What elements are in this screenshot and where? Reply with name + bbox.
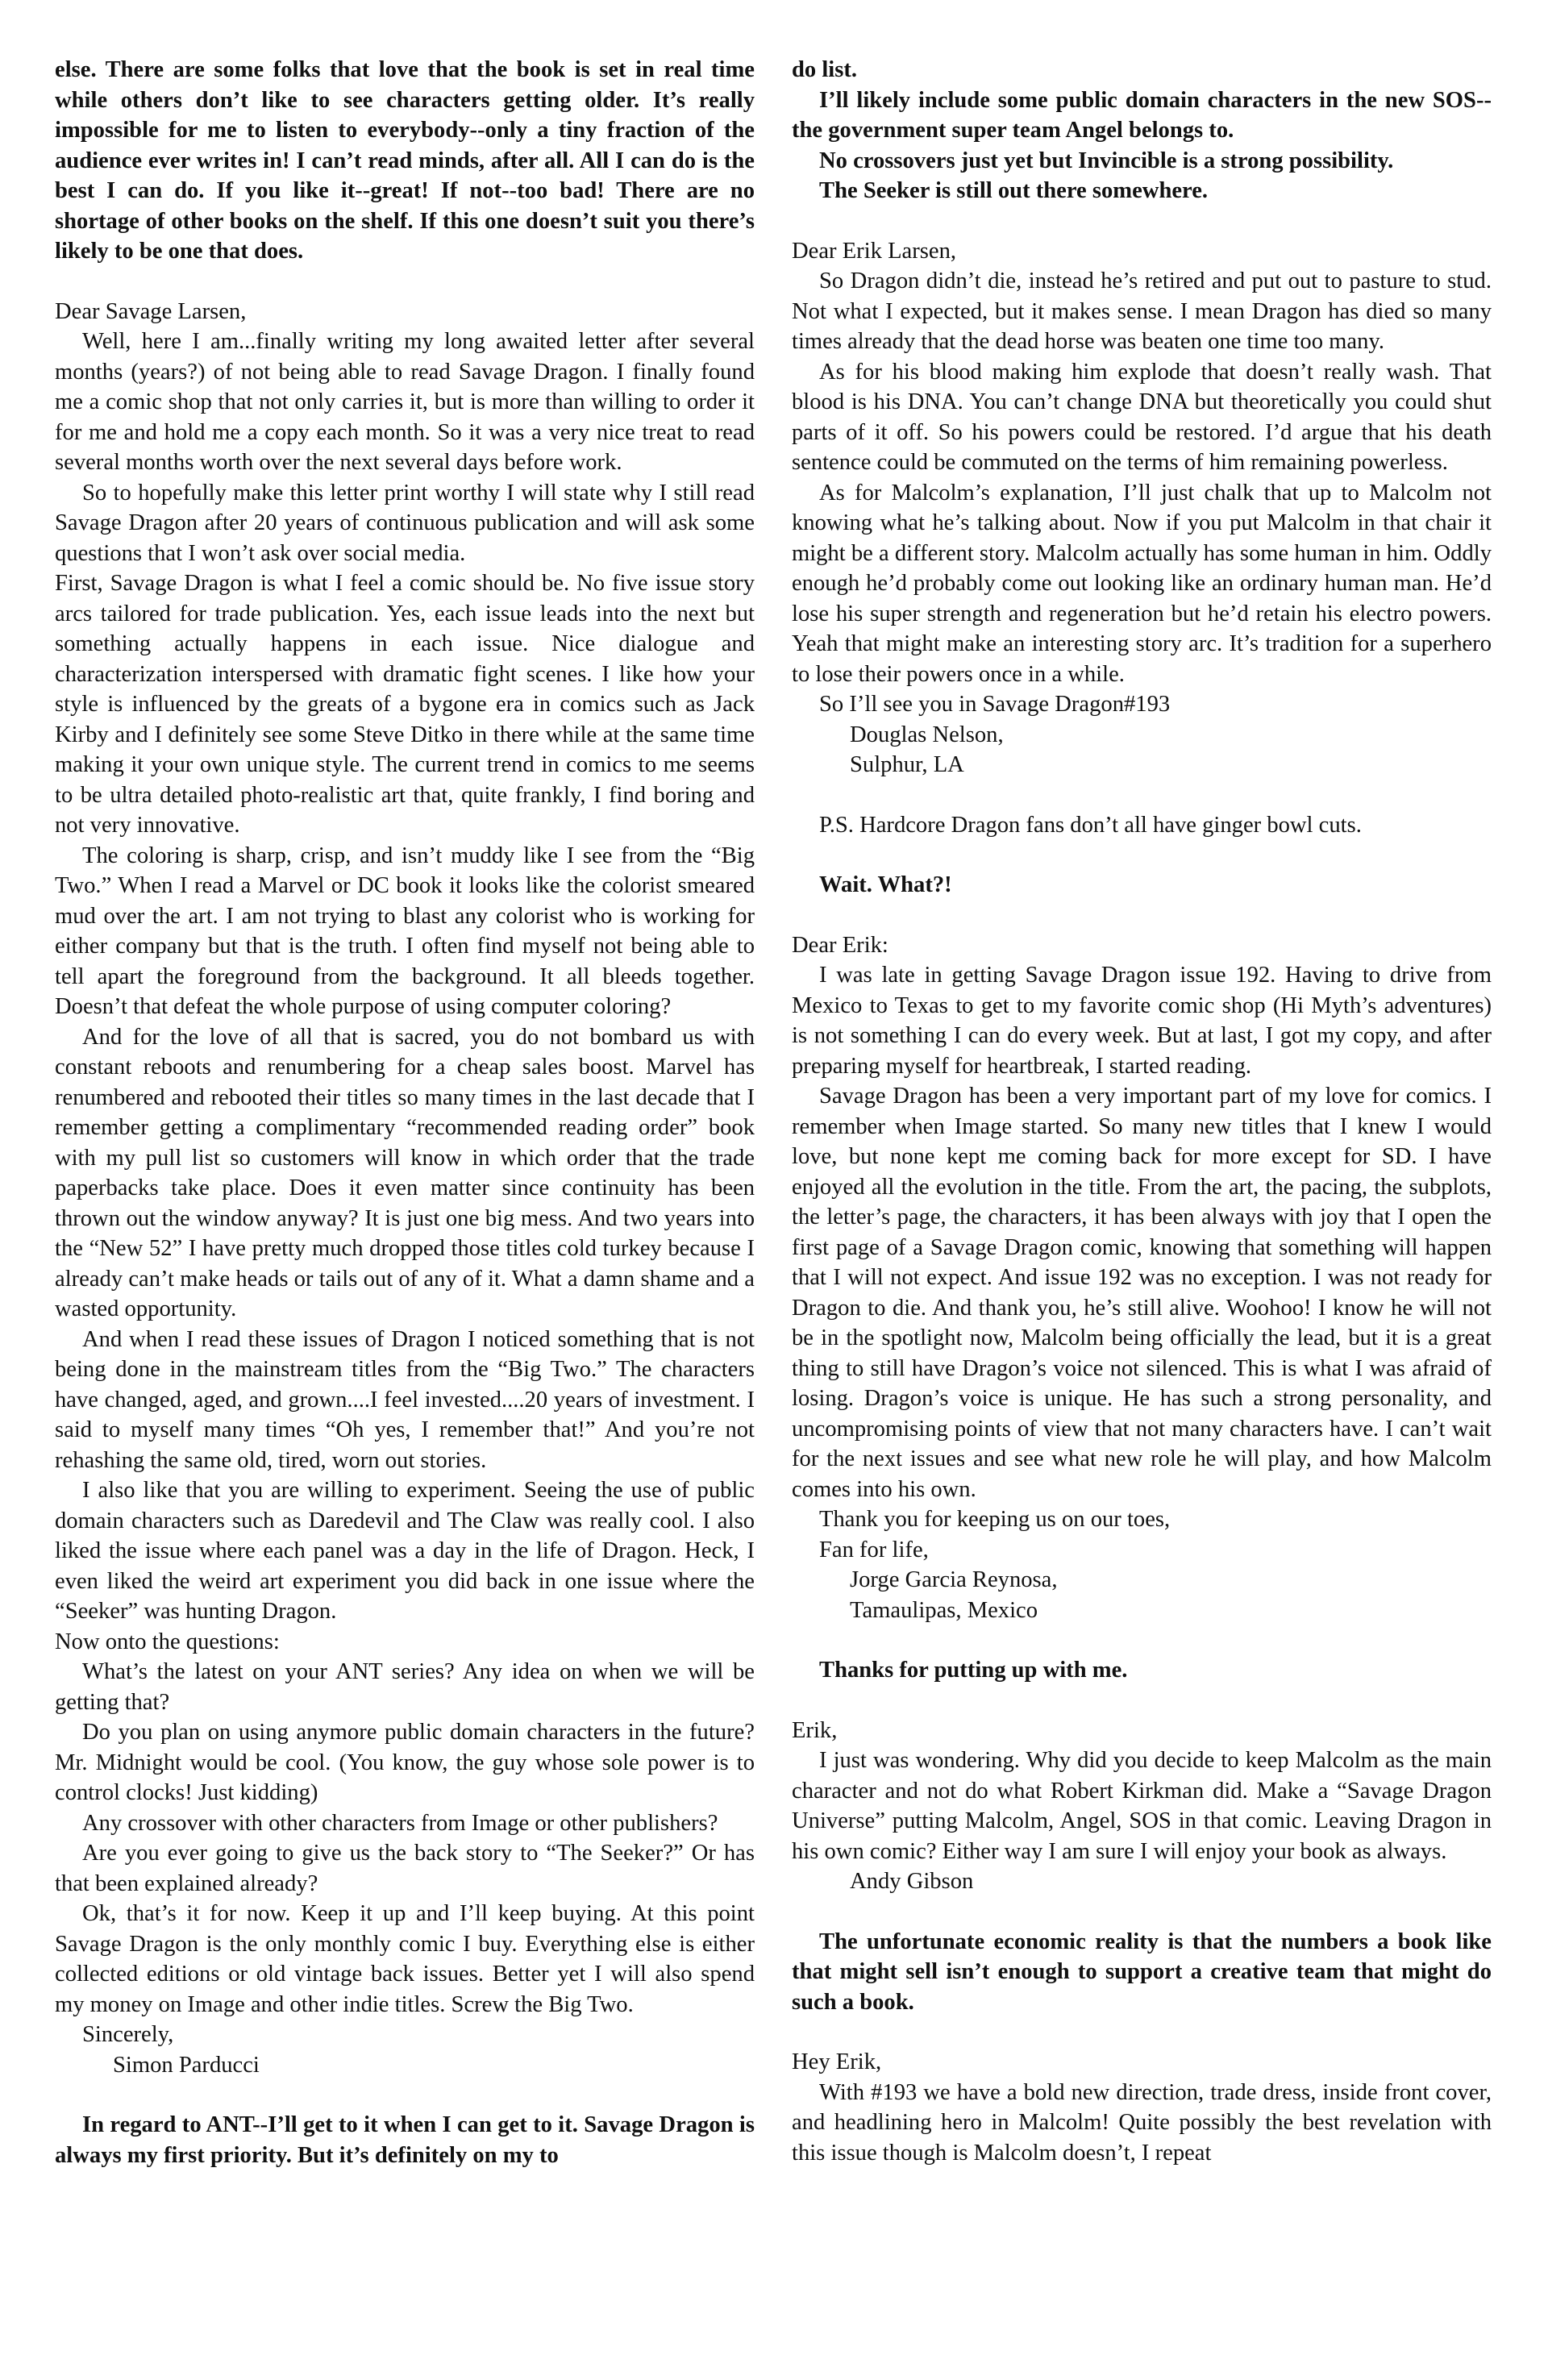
right-column [792,55,1492,2348]
letter-paragraph: So Dragon didn’t die, instead he’s retired and put out to pasture to stud. Not what I expected, but it makes sense. I mean Dragon has died so many times already that the dead horse was beaten one time too many. [792,268,1492,354]
letter-paragraph: I just was wondering. Why did you decide to keep Malcolm as the main character and not do what Robert Kirkman did. Make a “Savage Dragon Universe” putting Malcolm, Angel, SOS in that comic. Leaving Dragon in his own comic? Either way I am sure I will enjoy your book as always. [792,1748,1492,1864]
letter-paragraph: With #193 we have a bold new direction, trade dress, inside front cover, and headlining hero in Malcolm! Quite possibly the best revelation with this issue though is Malcolm doesn’t, I repeat [792,2079,1492,2166]
letter-question: Any crossover with other characters from Image or other publishers? [82,1810,718,1836]
letter-paragraph: I was late in getting Savage Dragon issue 192. Having to drive from Mexico to Texas to get to my favorite comic shop (Hi Myth’s adventures) is not something I can do every week. But at last, I got my copy, and after preparing myself for heartbreak, I started reading. [792,963,1492,1079]
editor-reply: Wait. What?! [819,872,952,897]
spacer [792,1897,1492,1927]
letter-paragraph: As for Malcolm’s explanation, I’ll just chalk that up to Malcolm not knowing what he’s talking about. Now if you put Malcolm in that chair it might be a different story. Malcolm actually has some human in him. Oddly enough he’d probably come out looking like an ordinary human man. He’d lose his super strength and regeneration but he’d retain his electro powers. Yeah that might make an interesting story arc. It’s tradition for a superhero to lose their powers once in a while. [792,480,1492,687]
letter-question: What’s the latest on your ANT series? Any idea on when we will be getting that? [55,1659,755,1715]
letter-signature: Andy Gibson [850,1869,974,1894]
spacer [792,901,1492,930]
spacer [792,1686,1492,1716]
letter-paragraph: The coloring is sharp, crisp, and isn’t muddy like I see from the “Big Two.” When I read a Marvel or DC book it looks like the colorist smeared mud over the art. I am not trying to blast any colorist who is working for either company but that is the truth. I often find myself not being able to tell apart the foreground from the background. It all bleeds together. Doesn’t that defeat the whole purpose of using computer coloring? [55,843,755,1019]
letter-question: Do you plan on using anymore public domain characters in the future? Mr. Midnight would be cool. (You know, the guy whose sole power is to control clocks! Just kidding) [55,1720,755,1805]
letter-location: Sulphur, LA [850,752,964,777]
editor-reply: In regard to ANT--I’ll get to it when I can get to it. Savage Dragon is always my first priority. But it’s definitely on my to [55,2112,755,2168]
letter-closing: Thank you for keeping us on our toes, [819,1507,1171,1532]
spacer [792,1625,1492,1655]
editor-reply: Thanks for putting up with me. [819,1658,1128,1683]
letter-signature: Jorge Garcia Reynosa, [850,1567,1058,1592]
letter-paragraph: Savage Dragon has been a very important part of my love for comics. I remember when Image started. So many new titles that I knew I would love, but none kept me coming back for more except for SD. I have enjoyed all the evolution in the title. From the art, the pacing, the subplots, the letter’s page, the characters, it has been always with joy that I open the first page of a Savage Dragon comic, knowing that something will happen that I will not expect. And issue 192 was no exception. I was not ready for Dragon to die. And thank you, he’s still alive. Woohoo! I know he will not be in the spotlight now, Malcolm being officially the lead, but it is a great thing to still have Dragon’s voice not silenced. This is what I was afraid of losing. Dragon’s voice is unique. He has such a strong personality, and uncompromising points of view that not many characters have. I can’t wait for the next issues and see what new role he will play, and how Malcolm comes into his own. [792,1084,1492,1502]
letter-salutation: Dear Erik: [792,932,888,958]
letter-signature: Simon Parducci [113,2052,260,2078]
spacer [792,206,1492,236]
letter-paragraph: So I’ll see you in Savage Dragon#193 [819,692,1171,717]
editor-reply: do list. [792,57,858,82]
letter-location: Tamaulipas, Mexico [850,1597,1038,1623]
spacer [792,840,1492,870]
spacer [792,780,1492,810]
editor-reply: The Seeker is still out there somewhere. [819,178,1209,203]
letter-closing: Fan for life, [819,1537,929,1562]
letter-salutation: Dear Savage Larsen, [55,298,247,324]
letter-paragraph: Well, here I am...finally writing my long awaited letter after several months (years?) of not being able to read Savage Dragon. I finally found me a comic shop that not only carries it, but is more than willing to order it for me and hold me a copy each month. So it was a very nice treat to read several months worth over the next several days before work. [55,329,755,475]
letter-paragraph: First, Savage Dragon is what I feel a comic should be. No five issue story arcs tailored for trade publication. Yes, each issue leads into the next but something actually happens in each issue. Nice dialogue and characterization interspersed with dramatic fight scenes. I like how your style is influenced by the greats of a bygone era in comics such as Jack Kirby and I definitely see some Steve Ditko in there while at the same time making it your own unique style. The current trend in comics to me seems to be ultra detailed photo-realistic art that, quite frankly, I find boring and not very innovative. [55,571,755,838]
letter-salutation: Hey Erik, [792,2049,882,2074]
letter-closing: Sincerely, [82,2022,174,2047]
spacer [792,2017,1492,2047]
letter-signature: Douglas Nelson, [850,722,1004,747]
letter-paragraph: Ok, that’s it for now. Keep it up and I’ll keep buying. At this point Savage Dragon is the only monthly comic I buy. Everything else is either collected editions or old vintage back issues. Better yet I will also spend my money on Image and other indie titles. Screw the Big Two. [55,1901,755,2017]
letter-paragraph: So to hopefully make this letter print worthy I will state why I still read Savage Dragon after 20 years of continuous publication and will ask some questions that I won’t ask over social media. [55,480,755,566]
letter-paragraph: I also like that you are willing to experiment. Seeing the use of public domain characters such as Daredevil and The Claw was really cool. I also liked the issue where each panel was a day in the life of Dragon. Heck, I even liked the weird art experiment you did back in one issue where the “Seeker” was hunting Dragon. [55,1478,755,1624]
letter-paragraph: Now onto the questions: [55,1629,280,1654]
letter-paragraph: As for his blood making him explode that doesn’t really wash. That blood is his DNA. You can’t change DNA but theoretically you could shut parts of it off. So his powers could be restored. I’d argue that his death sentence could be commuted on the terms of him remaining powerless. [792,359,1492,475]
editor-reply: The unfortunate economic reality is that the numbers a book like that might sell isn’t enough to support a creative team that might do such a book. [792,1929,1492,2015]
letter-salutation: Dear Erik Larsen, [792,238,957,264]
spacer [55,267,755,297]
left-column [55,55,755,2348]
editor-reply-continued: else. There are some folks that love that the book is set in real time while others don’t like to see characters getting older. It’s really impossible for me to listen to everybody--only a tiny fraction of the audience ever writes in! I can’t read minds, after all. All I can do is the best I can do. If you like it--great! If not--too bad! There are no shortage of other books on the shelf. If this one doesn’t suit you there’s likely to be one that does. [55,57,755,264]
letter-postscript: P.S. Hardcore Dragon fans don’t all have ginger bowl cuts. [819,812,1362,838]
letter-paragraph: And when I read these issues of Dragon I noticed something that is not being done in the mainstream titles from the “Big Two.” The characters have changed, aged, and grown....I feel invested....20 years of investment. I said to myself many times “Oh yes, I remember that!” And you’re not rehashing the same old, tired, worn out stories. [55,1326,755,1473]
letter-question: Are you ever going to give us the back story to “The Seeker?” Or has that been explained already? [55,1841,755,1896]
editor-reply: No crossovers just yet but Invincible is a strong possibility. [819,148,1394,173]
spacer [55,2080,755,2110]
letter-salutation: Erik, [792,1717,838,1743]
editor-reply: I’ll likely include some public domain characters in the new SOS--the government super team Angel belongs to. [792,87,1492,143]
letter-paragraph: And for the love of all that is sacred, you do not bombard us with constant reboots and renumbering for a cheap sales boost. Marvel has renumbered and rebooted their titles so many times in the last decade that I remember getting a complimentary “recommended reading order” book with my pull list so customers will know in which order that the trade paperbacks take place. Does it even matter since continuity has been thrown out the window anyway? It is just one big mess. And two years into the “New 52” I have pretty much dropped those titles cold turkey because I already can’t make heads or tails out of any of it. What a damn shame and a wasted opportunity. [55,1024,755,1321]
